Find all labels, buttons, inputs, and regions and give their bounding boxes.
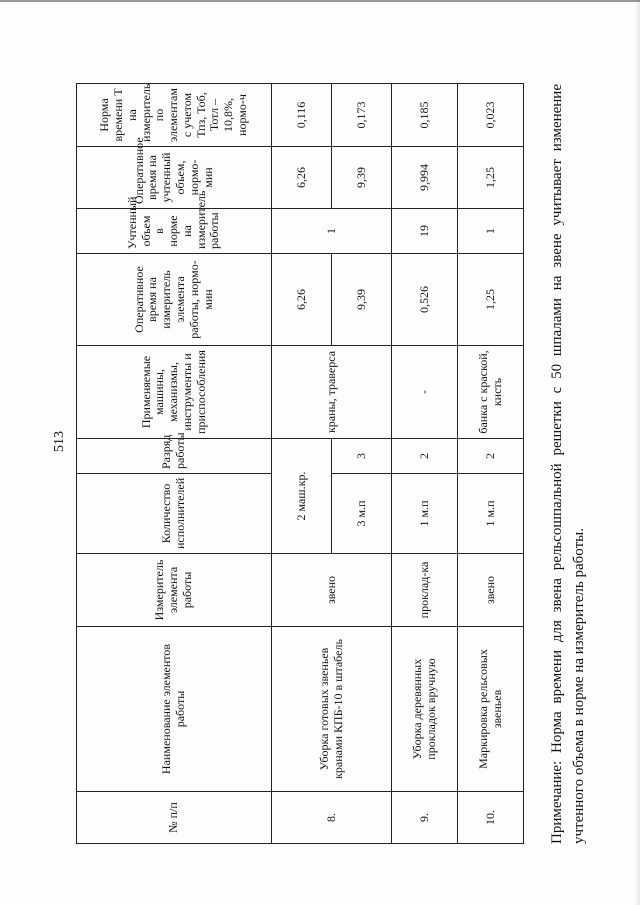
row-op-time: 0,526 [392,254,458,346]
row-op-time-volume: 9,994 [392,147,458,209]
row-grade: 2 [458,439,524,474]
row-name: Маркировка рельсовых звеньев [458,627,524,792]
row-num: 10. [458,792,524,844]
row-tools: - [392,346,458,439]
header-count: Количество исполнителей [77,474,272,554]
work-norms-table [76,83,524,844]
row-norm: 0,023 [458,84,524,147]
table-row [392,84,458,844]
header-op-time: Оперативное время на измеритель элемента работы, нормо-мин [77,254,272,346]
row-norm: 0,185 [392,84,458,147]
row-op-time: 1,25 [458,254,524,346]
row-volume: 1 [272,209,392,254]
page-edge-shadow [634,0,640,905]
page-top-border [0,0,640,2]
table-note [546,84,590,844]
row-volume: 19 [392,209,458,254]
row-name: Уборка деревянных прокладок вручную [392,627,458,792]
row-op-time: 9,39 [332,254,392,346]
row-norm: 0,116 [272,84,332,147]
page-number: 513 [52,431,67,452]
header-num: № п/п [77,792,272,844]
header-name: Наименование элементов работы [77,627,272,792]
table-header-row [77,84,272,844]
row-grade: 3 [332,439,392,474]
row-tools: банка с краской, кисть [458,346,524,439]
header-meter: Измеритель элемента работы [77,554,272,627]
row-count: 3 м.п [332,474,392,554]
row-grade: 2 [392,439,458,474]
header-tools: Применяемые машины, механизмы, инструменты и приспособления [77,346,272,439]
row-num: 8. [272,792,392,844]
row-meter: проклад-ка [392,554,458,627]
note-line-1: Примечание: Норма времени для звена рельсошпальной решетки с 50 шпалами на звене учитывает изменение [549,84,565,844]
row-norm: 0,173 [332,84,392,147]
row-meter: звено [272,554,392,627]
row-op-time-volume: 9,39 [332,147,392,209]
note-line-2: учтенного объема в норме на измеритель работы. [571,528,587,844]
row-op-time: 6,26 [272,254,332,346]
row-count: 2 маш.кр. [272,439,332,554]
row-count: 1 м.п [458,474,524,554]
row-volume: 1 [458,209,524,254]
header-grade: Разряд работы [77,439,272,474]
row-num: 9. [392,792,458,844]
table-row [272,84,332,844]
header-volume: Учтенный объем в норме на измеритель работы [77,209,272,254]
row-count: 1 м.п [392,474,458,554]
rotated-page-content [74,83,587,844]
header-norm: Норма времени Т на измеритель по элементам с учетом Тпз, Тоб, Тотл – 10,8%, нормо-ч [77,84,272,147]
row-meter: звено [458,554,524,627]
row-op-time-volume: 1,25 [458,147,524,209]
row-tools: краны, траверса [272,346,392,439]
header-op-time-volume: Оперативное время на учтенный объем, нормо-мин [77,147,272,209]
row-op-time-volume: 6,26 [272,147,332,209]
table-row [458,84,524,844]
row-name: Уборка готовых звеньев кранами КПБ-10 в штабель [272,627,392,792]
